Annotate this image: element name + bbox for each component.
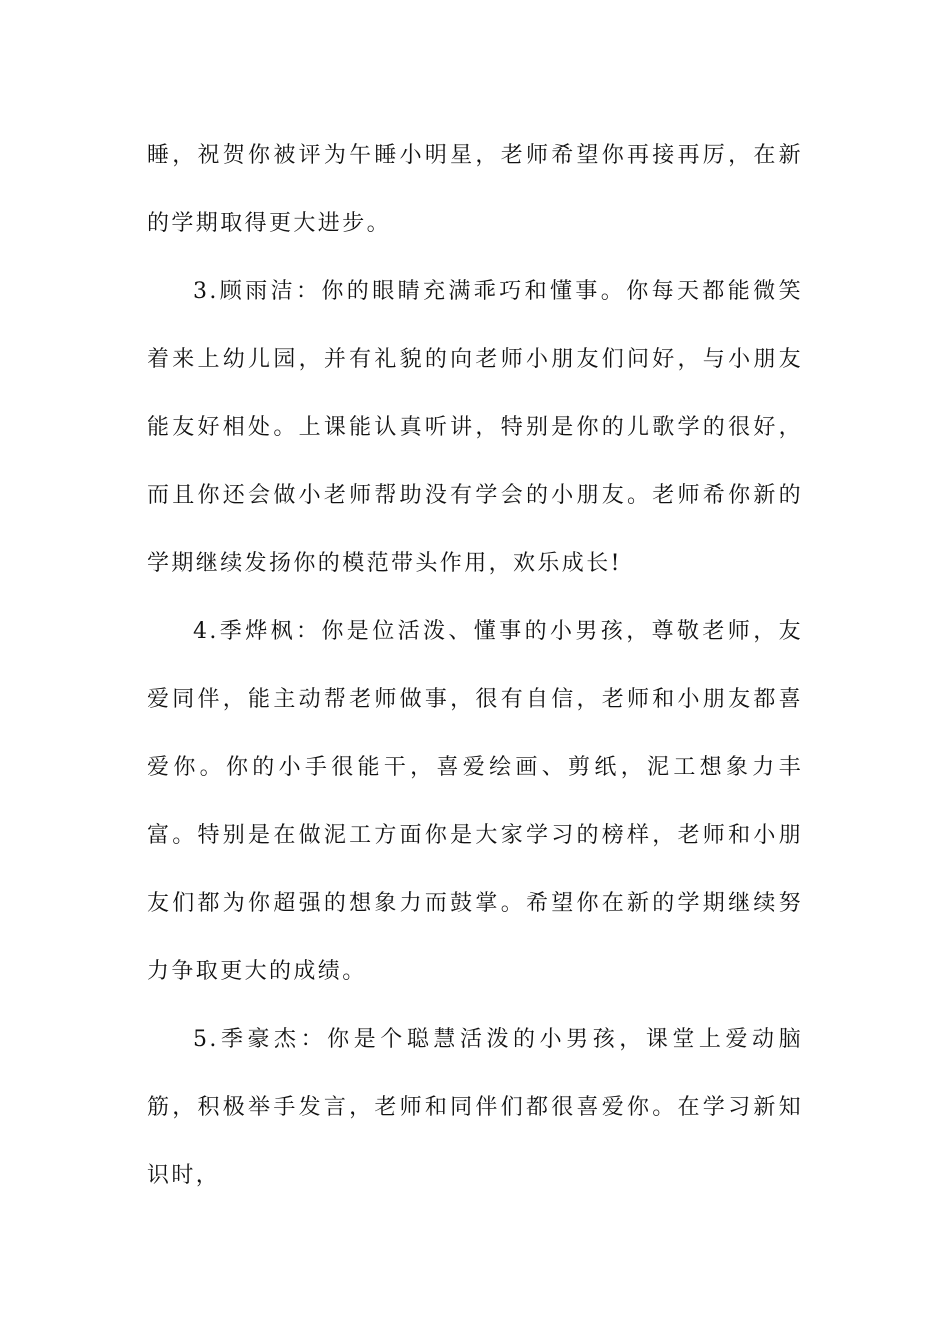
paragraph-comment-4: 4.季烨枫：你是位活泼、懂事的小男孩，尊敬老师，友爱同伴，能主动帮老师做事，很有自信，老师和小朋友都喜爱你。你的小手很能干，喜爱绘画、剪纸，泥工想象力丰富。特别是在做泥工方面你是大家学习的榜样，老师和小朋友们都为你超强的想象力而鼓掌。希望你在新的学期继续努力争取更大的成绩。	[147, 619, 803, 984]
paragraph-comment-3: 3.顾雨洁：你的眼睛充满乖巧和懂事。你每天都能微笑着来上幼儿园，并有礼貌的向老师小朋友们问好，与小朋友能友好相处。上课能认真听讲，特别是你的儿歌学的很好，而且你还会做小老师帮助没有学会的小朋友。老师希你新的学期继续发扬你的模范带头作用，欢乐成长!	[147, 279, 803, 576]
document-body	[147, 122, 803, 1210]
paragraph-comment-5: 5.季豪杰：你是个聪慧活泼的小男孩，课堂上爱动脑筋，积极举手发言，老师和同伴们都很喜爱你。在学习新知识时，	[147, 1027, 803, 1188]
paragraph-continuation: 睡，祝贺你被评为午睡小明星，老师希望你再接再厉，在新的学期取得更大进步。	[147, 143, 803, 236]
